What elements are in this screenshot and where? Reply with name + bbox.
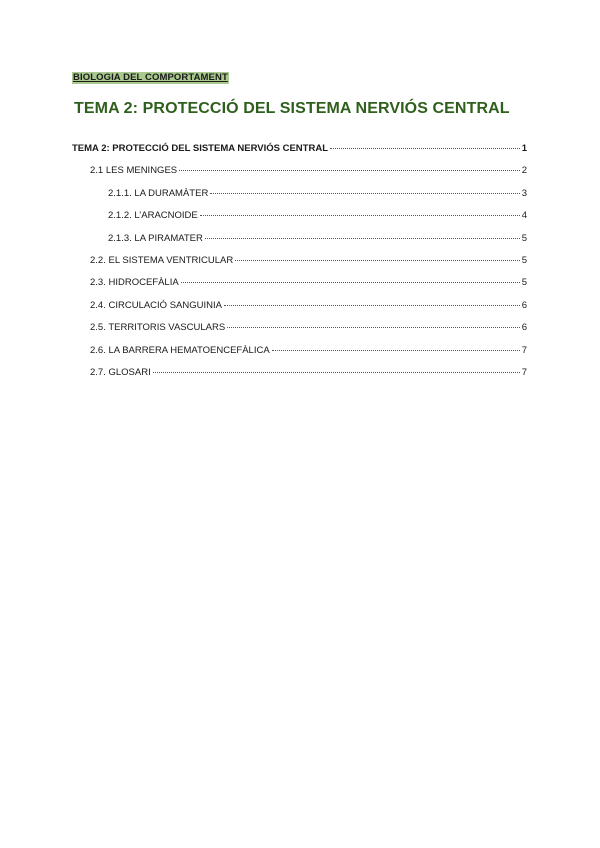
toc-entry-label: 2.6. LA BARRERA HEMATOENCEFÀLICA	[90, 344, 270, 356]
toc-entry-page: 5	[521, 277, 527, 289]
toc-entry-page: 1	[521, 143, 527, 154]
toc-dot-leader	[200, 215, 520, 216]
toc-entry[interactable]	[72, 143, 527, 165]
toc-entry[interactable]	[72, 345, 527, 367]
toc-entry-label: 2.1.2. L’ARACNOIDE	[108, 210, 198, 222]
toc-dot-leader	[227, 327, 520, 328]
toc-dot-leader	[330, 148, 520, 149]
toc-entry[interactable]	[72, 233, 527, 255]
toc-entry[interactable]	[72, 255, 527, 277]
toc-dot-leader	[205, 238, 520, 239]
toc-dot-leader	[235, 260, 519, 261]
toc-entry-page: 7	[521, 366, 527, 378]
toc-entry-page: 2	[521, 165, 527, 177]
toc-entry-page: 5	[521, 254, 527, 266]
toc-dot-leader	[224, 305, 520, 306]
subject-header: BIOLOGIA DEL COMPORTAMENT	[73, 72, 228, 83]
toc-entry-page: 7	[521, 344, 527, 356]
toc-entry-label: 2.1 LES MENINGES	[90, 165, 178, 177]
toc-entry[interactable]	[72, 165, 527, 187]
toc-dot-leader	[181, 282, 520, 283]
toc-entry-label: 2.2. EL SISTEMA VENTRICULAR	[90, 254, 234, 266]
toc-entry[interactable]	[72, 322, 527, 344]
toc-entry-label: 2.3. HIDROCEFÀLIA	[90, 277, 179, 289]
toc-entry-page: 4	[521, 210, 527, 222]
toc-entry-label: TEMA 2: PROTECCIÓ DEL SISTEMA NERVIÓS CENTRAL	[72, 143, 328, 154]
toc-entry[interactable]	[72, 210, 527, 232]
page-title: TEMA 2: PROTECCIÓ DEL SISTEMA NERVIÓS CENTRAL	[74, 100, 510, 117]
toc-dot-leader	[179, 170, 520, 171]
toc-entry-label: 2.1.1. LA DURAMÀTER	[108, 187, 209, 199]
toc-entry-page: 5	[521, 232, 527, 244]
toc-entry[interactable]	[72, 188, 527, 210]
toc-dot-leader	[272, 350, 520, 351]
toc-entry-page: 6	[521, 322, 527, 334]
toc-entry[interactable]	[72, 300, 527, 322]
toc-entry-label: 2.4. CIRCULACIÓ SANGUINIA	[90, 299, 222, 311]
toc-dot-leader	[153, 372, 520, 373]
toc-entry-label: 2.5. TERRITORIS VASCULARS	[90, 322, 226, 334]
toc-entry-page: 3	[521, 187, 527, 199]
toc-entry[interactable]	[72, 277, 527, 299]
toc-entry[interactable]	[72, 367, 527, 389]
toc-dot-leader	[210, 193, 519, 194]
toc-entry-label: 2.1.3. LA PIRAMATER	[108, 232, 203, 244]
toc-entry-label: 2.7. GLOSARI	[90, 366, 151, 378]
table-of-contents	[72, 143, 527, 389]
toc-entry-page: 6	[521, 299, 527, 311]
